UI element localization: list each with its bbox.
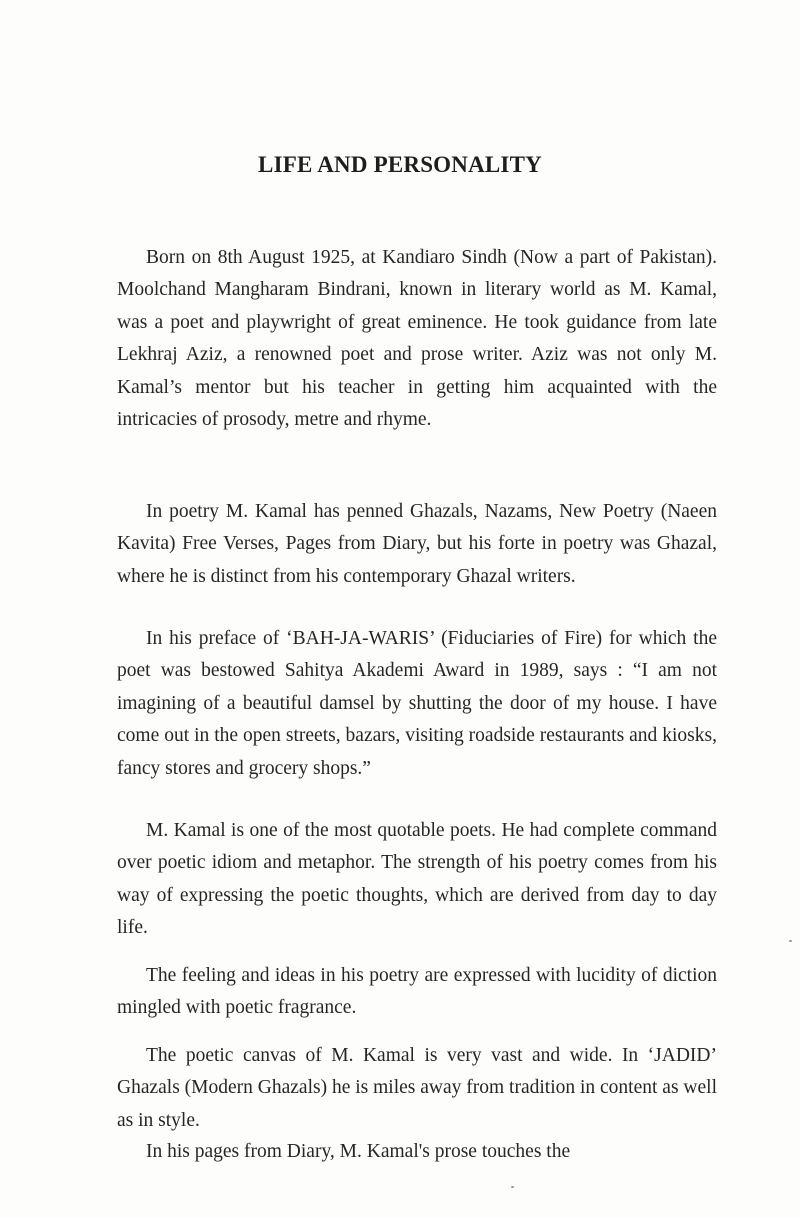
paragraph-poetry-forms: In poetry M. Kamal has penned Ghazals, Nazams, New Poetry (Naeen Kavita) Free Verses, Pages from Diary, but his forte in poetry was Ghazal, where he is distinct from his contemporary Ghazal writers. [117,501,717,587]
scan-speck [511,1186,514,1188]
paragraph-birth-and-mentor: Born on 8th August 1925, at Kandiaro Sindh (Now a part of Pakistan). Moolchand Mangharam Bindrani, known in literary world as M. Kamal, was a poet and playwright of great eminence. He took guidance from late Lekhraj Aziz, a renowned poet and prose writer. Aziz was not only M. Kamal’s mentor but his teacher in getting him acquainted with the intricacies of prosody, metre and rhyme. [117,247,717,431]
paragraph-lucidity: The feeling and ideas in his poetry are expressed with lucidity of diction mingled with poetic fragrance. [117,965,717,1019]
paragraph-quotable-poet: M. Kamal is one of the most quotable poets. He had complete command over poetic idiom and metaphor. The strength of his poetry comes from his way of expressing the poetic thoughts, which are derived from day to day life. [117,820,717,939]
paragraph-diary-prose: In his pages from Diary, M. Kamal's prose touches the [146,1141,571,1162]
page-title: LIFE AND PERSONALITY [258,152,542,177]
paragraph-preface-quote: In his preface of ‘BAH-JA-WARIS’ (Fiduciaries of Fire) for which the poet was bestowed Sahitya Akademi Award in 1989, says : “I am not imagining of a beautiful damsel by shutting the door of my house. I have come out in the open streets, bazars, visiting roadside restaurants and kiosks, fancy stores and grocery shops.” [117,628,717,779]
paragraph-poetic-canvas: The poetic canvas of M. Kamal is very vast and wide. In ‘JADID’ Ghazals (Modern Ghazals) he is miles away from tradition in content as well as in style. [117,1045,717,1131]
scan-speck [789,940,792,942]
